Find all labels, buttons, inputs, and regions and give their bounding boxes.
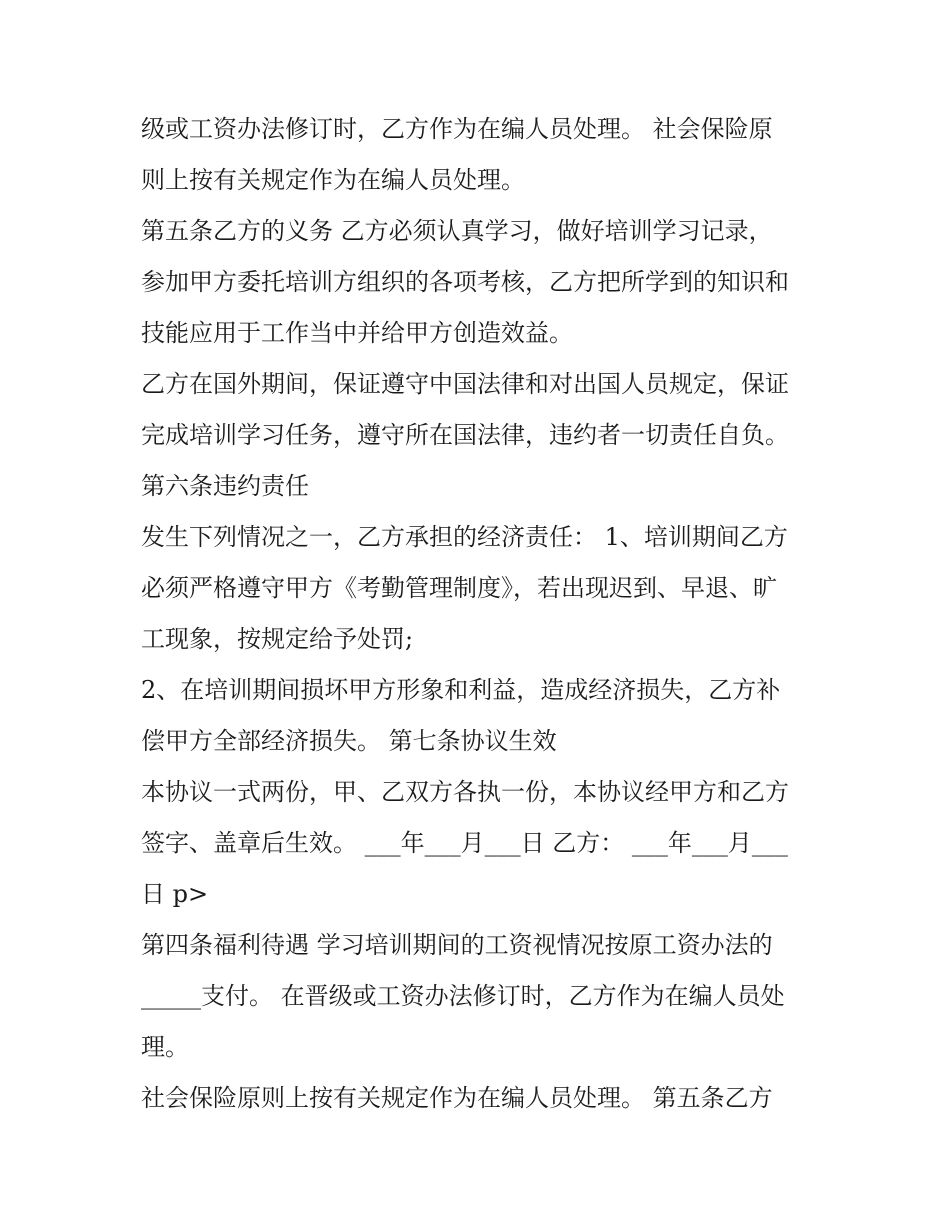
text-line: 级或工资办法修订时，乙方作为在编人员处理。 社会保险原 (141, 115, 773, 143)
text-line: 社会保险原则上按有关规定作为在编人员处理。 第五条乙方 (141, 1084, 773, 1112)
text-line: 第六条违约责任 (141, 472, 309, 500)
text-line: 签字、盖章后生效。 ___年___月___日 乙方： ___年___月___ (141, 829, 788, 857)
text-line: 第五条乙方的义务 乙方必须认真学习，做好培训学习记录， (141, 217, 773, 245)
text-line: 理。 (141, 1033, 189, 1061)
text-line: 乙方在国外期间，保证遵守中国法律和对出国人员规定，保证 (141, 370, 789, 398)
text-line: 技能应用于工作当中并给甲方创造效益。 (141, 319, 573, 347)
text-line: 工现象，按规定给予处罚; (141, 625, 414, 653)
text-line: 偿甲方全部经济损失。 第七条协议生效 (141, 727, 557, 755)
text-line: 本协议一式两份，甲、乙双方各执一份，本协议经甲方和乙方 (141, 778, 789, 806)
text-line: 发生下列情况之一，乙方承担的经济责任： 1、培训期间乙方 (141, 523, 788, 551)
text-line: 完成培训学习任务，遵守所在国法律，违约者一切责任自负。 (141, 421, 789, 449)
text-line: 参加甲方委托培训方组织的各项考核，乙方把所学到的知识和 (141, 268, 789, 296)
text-line: _____支付。 在晋级或工资办法修订时，乙方作为在编人员处 (141, 982, 785, 1010)
text-line: 则上按有关规定作为在编人员处理。 (141, 166, 525, 194)
document-body (141, 104, 831, 1124)
text-line: 日 p> (141, 880, 209, 908)
text-line: 2、在培训期间损坏甲方形象和利益，造成经济损失，乙方补 (141, 676, 781, 704)
text-line: 第四条福利待遇 学习培训期间的工资视情况按原工资办法的 (141, 931, 773, 959)
text-line: 必须严格遵守甲方《考勤管理制度》，若出现迟到、早退、旷 (141, 574, 777, 602)
